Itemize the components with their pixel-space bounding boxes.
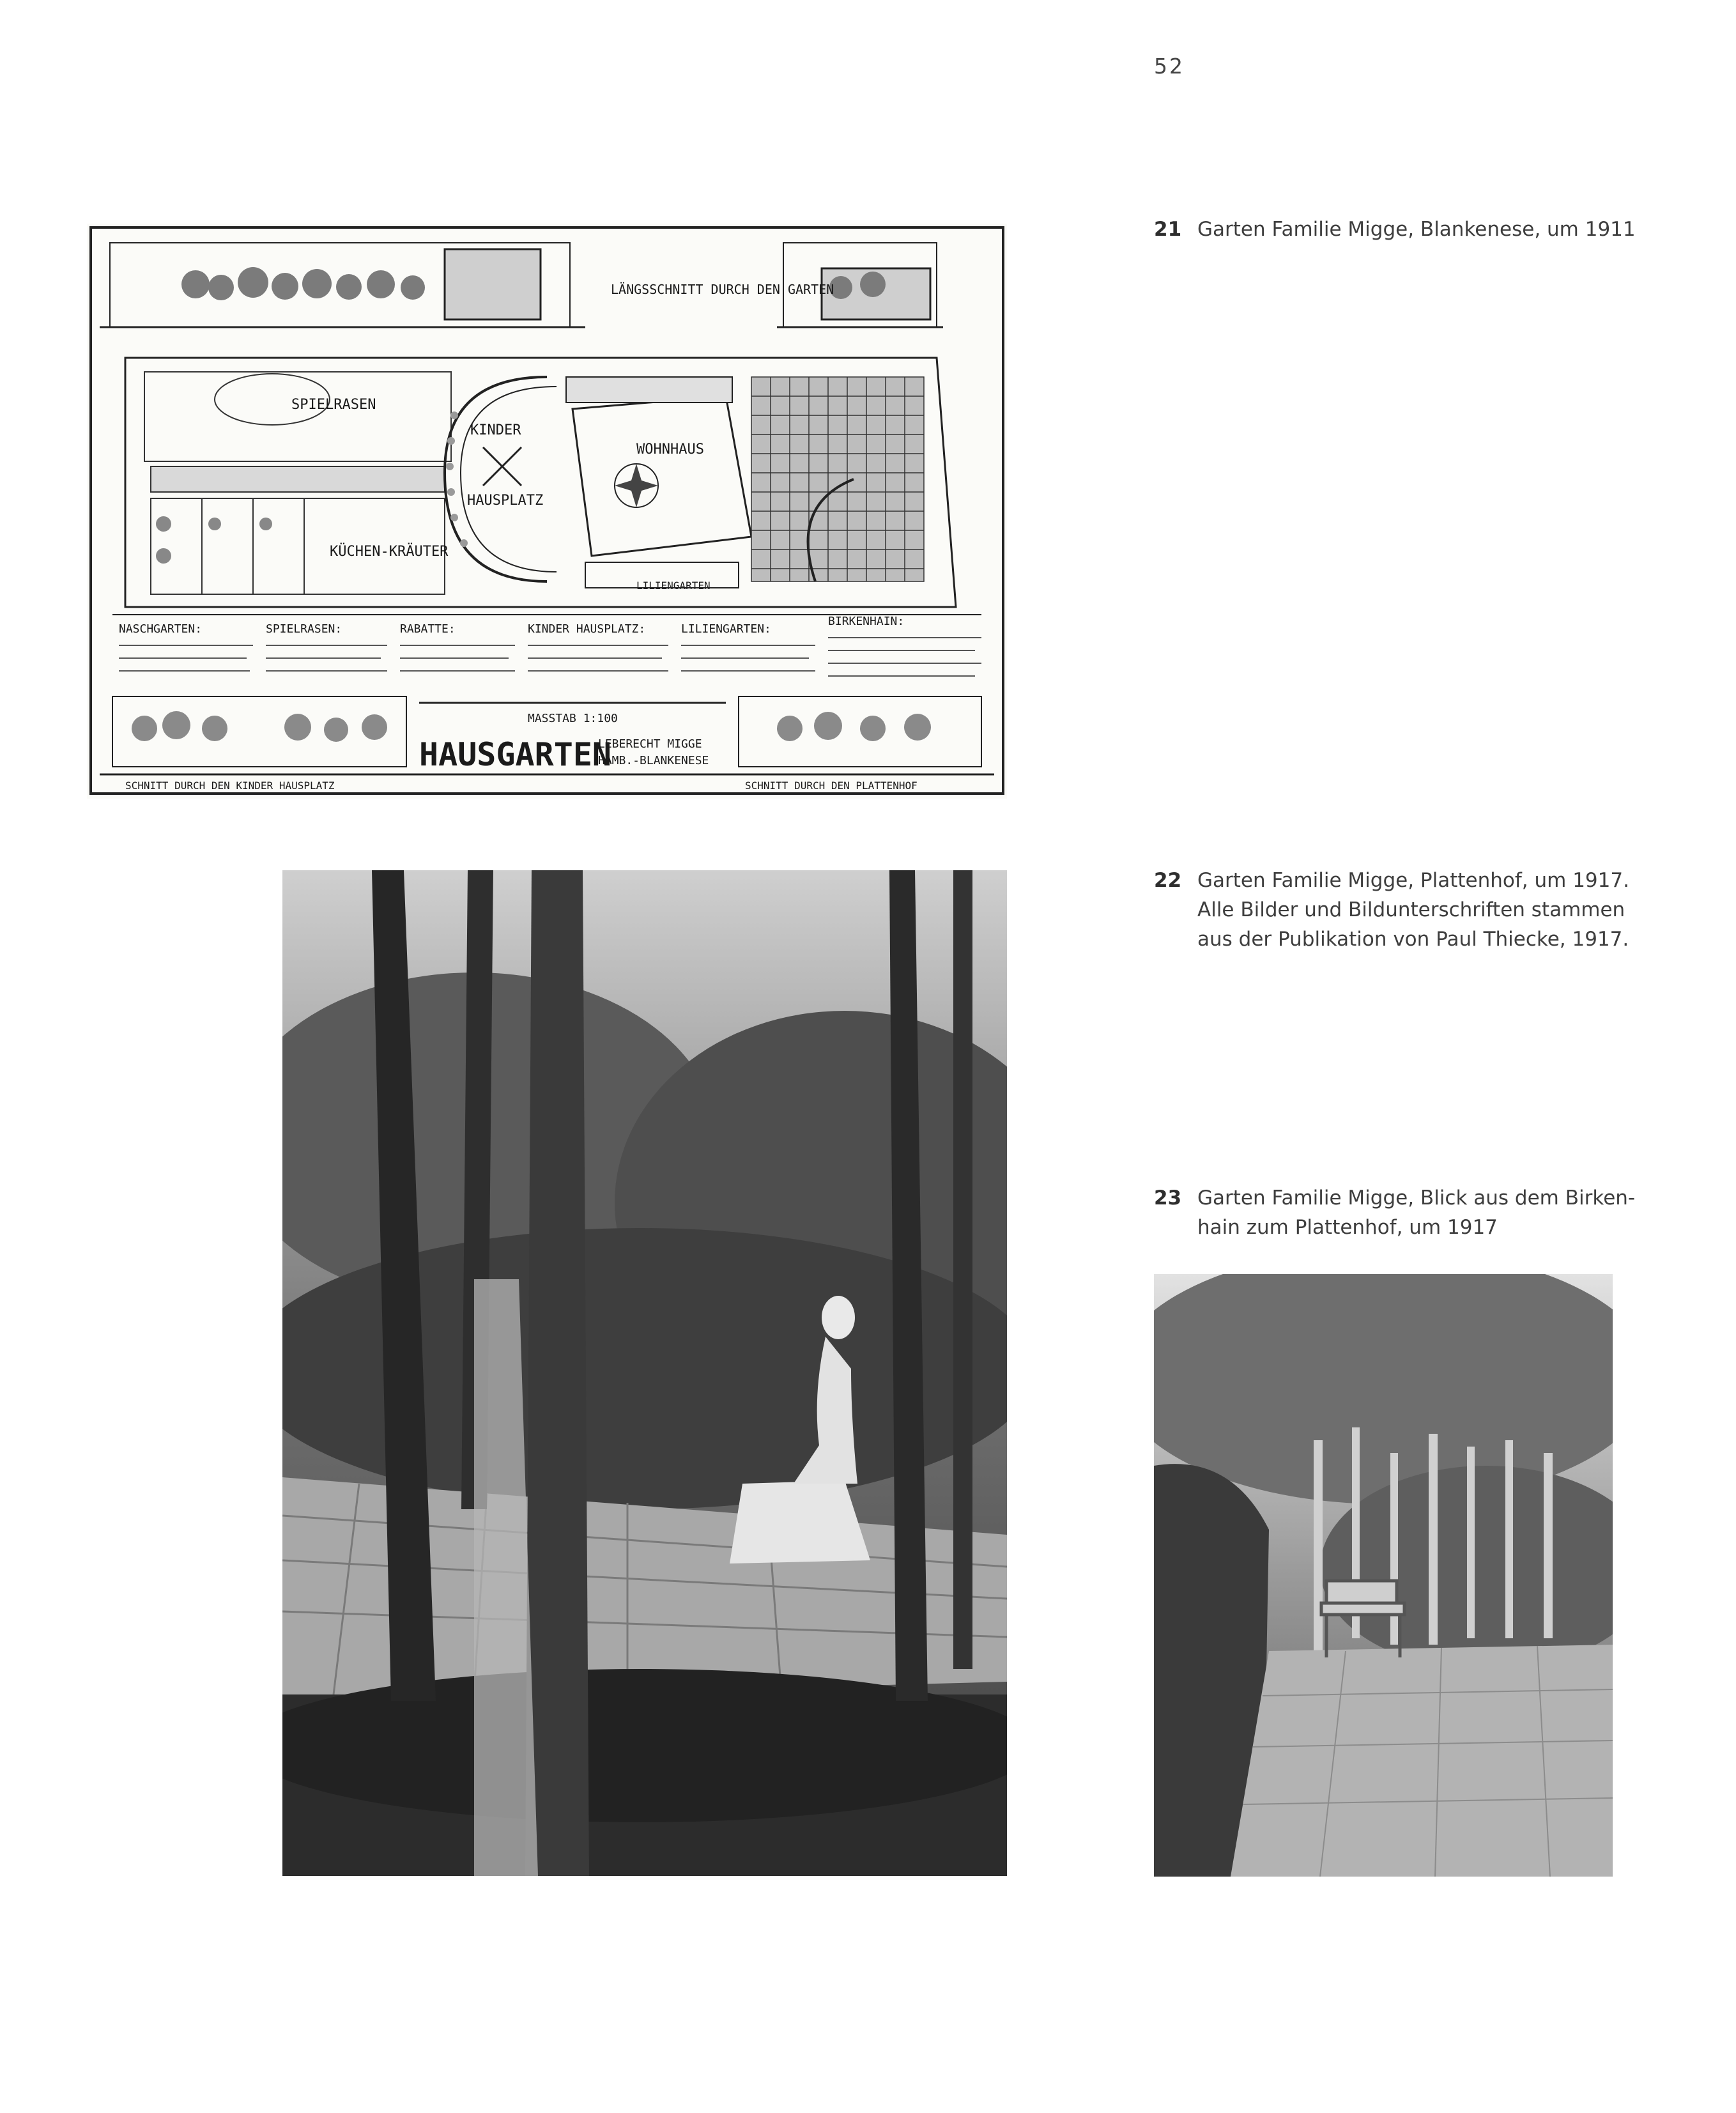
caption-number: 21 [1154,218,1182,241]
plattenhof-photo [282,870,1007,1876]
legend-birkenhain: BIRKENHAIN: [828,615,905,628]
plan-label-section-top: LÄNGSSCHNITT DURCH DEN GARTEN [611,282,834,297]
plan-title: HAUSGARTEN [419,736,612,773]
caption-number: 23 [1154,1187,1182,1210]
caption-line: hain zum Plattenhof, um 1917 [1197,1216,1498,1239]
legend-liliengarten: LILIENGARTEN: [681,622,771,636]
garden-plan-drawing [87,224,1007,799]
plan-label-liliengarten: LILIENGARTEN [636,580,711,592]
plan-owner-line2: HAMB.-BLANKENESE [598,754,709,767]
caption-figure-22 [1154,866,1629,954]
caption-line: Garten Familie Migge, Plattenhof, um 1917. [1197,869,1629,892]
plan-label-scale: MASSTAB 1:100 [528,712,618,725]
caption-line: Garten Familie Migge, Blick aus dem Birken- [1197,1187,1636,1210]
caption-line: Garten Familie Migge, Blankenese, um 1911 [1197,218,1636,241]
birch-grove-photo [1154,1274,1613,1877]
plan-label-kinder: KINDER [470,422,521,438]
page-number: 52 [1154,54,1185,79]
plattenhof-tiles [751,377,924,581]
plan-owner-line1: LEBERECHT MIGGE [598,737,702,751]
caption-line: aus der Publikation von Paul Thiecke, 1917. [1197,928,1629,951]
legend-kinder-hausplatz: KINDER HAUSPLATZ: [528,622,646,636]
plan-label-section-right: SCHNITT DURCH DEN PLATTENHOF [745,780,918,792]
legend-rabatte: RABATTE: [400,622,456,636]
legend-spielrasen: SPIELRASEN: [266,622,342,636]
plan-label-section-left: SCHNITT DURCH DEN KINDER HAUSPLATZ [125,780,335,792]
compass-rose [615,464,658,507]
caption-number: 22 [1154,869,1182,892]
caption-figure-21 [1154,215,1636,244]
plan-label-spielrasen: SPIELRASEN [291,397,376,413]
plan-label-hausplatz: HAUSPLATZ [467,493,544,509]
caption-line: Alle Bilder und Bildunterschriften stammen [1197,898,1625,921]
plan-label-kuechenkraeuter: KÜCHEN-KRÄUTER [330,544,449,560]
caption-figure-23 [1154,1183,1636,1242]
plan-label-wohnhaus: WOHNHAUS [636,442,704,457]
legend-naschgarten: NASCHGARTEN: [119,622,203,636]
